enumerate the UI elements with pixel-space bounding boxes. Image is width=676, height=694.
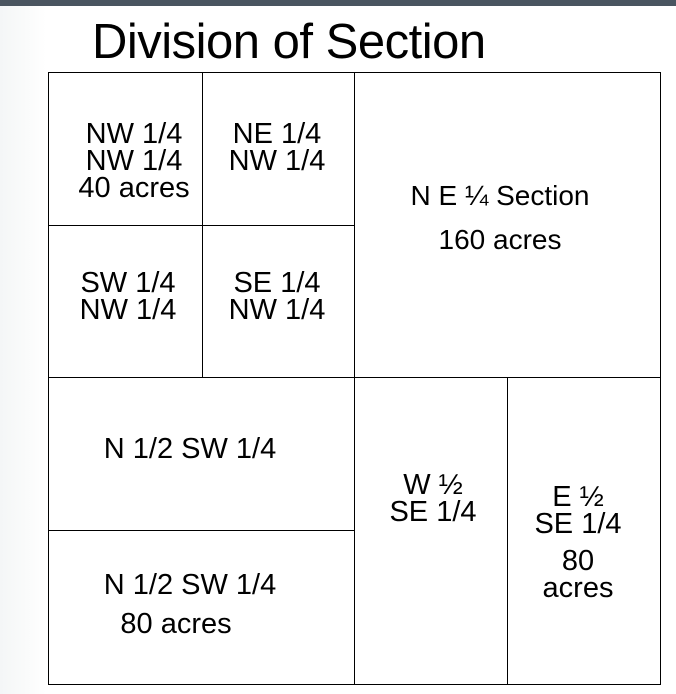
label-n-half-sw-top: N 1/2 SW 1/4 — [103, 433, 277, 465]
label-e-half-se: E ½ SE 1/4 80 acres — [534, 481, 622, 604]
label-ne-nw: NE 1/4 NW 1/4 — [228, 118, 326, 177]
label-w-half-se: W ½ SE 1/4 — [389, 469, 477, 528]
label-nw-nw: NW 1/4 NW 1/4 40 acres — [78, 118, 190, 204]
label-n-half-sw-bottom: N 1/2 SW 1/4 80 acres — [103, 569, 277, 640]
page-title: Division of Section — [92, 15, 486, 69]
label-ne-section: N E ¼ Section 160 acres — [410, 180, 590, 255]
label-sw-nw: SW 1/4 NW 1/4 — [79, 267, 177, 326]
top-bar — [0, 0, 676, 6]
left-background-strip — [0, 6, 46, 694]
label-se-nw: SE 1/4 NW 1/4 — [228, 267, 326, 326]
parcel-w-half-se — [354, 377, 508, 685]
